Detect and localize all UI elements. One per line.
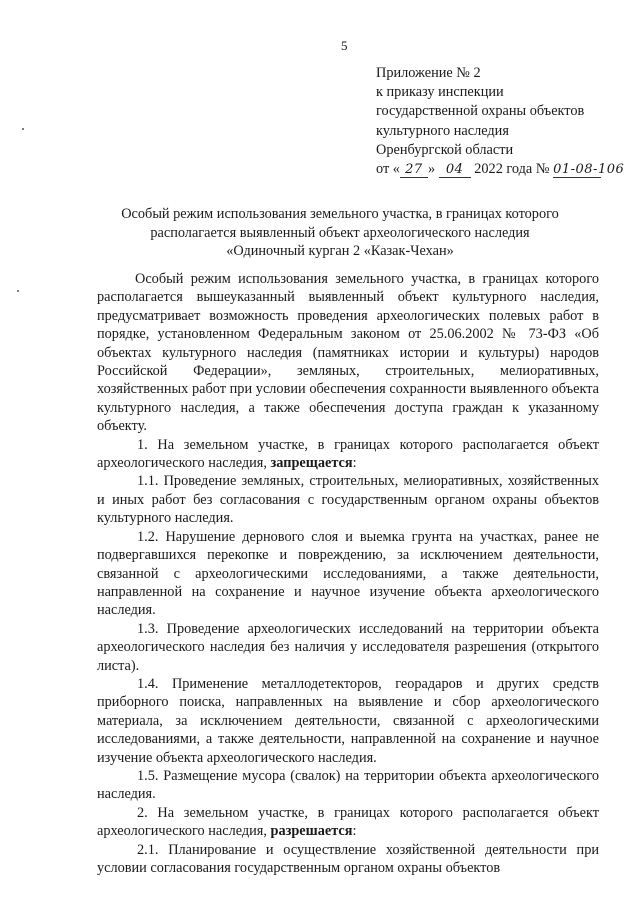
document-body bbox=[97, 270, 599, 877]
section-1-heading bbox=[97, 436, 599, 473]
scan-speck bbox=[22, 128, 24, 130]
date-year: 2022 года № bbox=[474, 161, 550, 178]
handwritten-order-number: 01-08-106 bbox=[553, 162, 625, 178]
appendix-line: Оренбургской области bbox=[376, 141, 514, 158]
item-1-5: 1.5. Размещение мусора (свалок) на территории объекта археологического наследия. bbox=[97, 767, 599, 803]
handwritten-day: 27 bbox=[400, 163, 428, 178]
prohibited-label: запрещается bbox=[270, 455, 353, 472]
handwritten-month: 04 bbox=[439, 163, 471, 178]
item-1-3: 1.3. Проведение археологических исследований на территории объекта археологического наследия без наличия у исследователя разрешения (открытого листа). bbox=[97, 620, 599, 674]
document-title bbox=[100, 205, 580, 261]
appendix-block bbox=[376, 64, 626, 179]
colon: : bbox=[352, 455, 357, 472]
title-line: располагается выявленный объект археологического наследия bbox=[150, 224, 530, 241]
appendix-line: культурного наследия bbox=[376, 122, 509, 139]
colon: : bbox=[352, 823, 357, 840]
appendix-date-line bbox=[376, 160, 626, 179]
item-2-1: 2.1. Планирование и осуществление хозяйственной деятельности при условии согласования государственным органом охраны объектов bbox=[97, 841, 599, 876]
title-line: «Одиночный курган 2 «Казак-Чехан» bbox=[226, 243, 454, 260]
section-2-text: 2. На земельном участке, в границах которого располагается объект археологического наследия, bbox=[97, 804, 599, 840]
title-line: Особый режим использования земельного участка, в границах которого bbox=[121, 206, 559, 222]
item-1-2: 1.2. Нарушение дернового слоя и выемка грунта на участках, ранее не подвергавшихся перекопке и повреждению, за исключением деятельности, связанной с археологическими исследованиями, а также деятельности, направленной на сохранение и научное изучение объекта археологического наследия. bbox=[97, 528, 599, 619]
item-1-4: 1.4. Применение металлодетекторов, георадаров и других средств приборного поиска, направленных на выявление и сбор археологического материала, за исключением деятельности, связанной с археологическими исследованиями, а также деятельности, направленной на сохранение и научное изучение объекта археологического наследия. bbox=[97, 675, 599, 766]
page-number: 5 bbox=[341, 38, 348, 53]
permitted-label: разрешается bbox=[270, 823, 353, 840]
intro-paragraph: Особый режим использования земельного участка, в границах которого располагается вышеуказанный выявленный объект культурного наследия, предусматривает возможность проведения археологических полевых работ в порядке, установленном Федеральным законом от 25.06.2002 № 73-ФЗ «Об объектах культурного наследия (памятниках истории и культуры) народов Российской Федерации», земляных, строительных, мелиоративных, хозяйственных работ при условии обеспечения сохранности выявленного объекта культурного наследия, а также обеспечения доступа граждан к указанному объекту. bbox=[97, 271, 599, 435]
section-2-heading bbox=[97, 804, 599, 841]
appendix-line: государственной охраны объектов bbox=[376, 103, 585, 120]
appendix-line: к приказу инспекции bbox=[376, 84, 504, 101]
date-prefix: от « bbox=[376, 161, 400, 178]
scan-speck bbox=[17, 290, 19, 292]
appendix-line: Приложение № 2 bbox=[376, 65, 481, 81]
item-1-1: 1.1. Проведение земляных, строительных, мелиоративных, хозяйственных и иных работ без согласования с государственным органом охраны объектов культурного наследия. bbox=[97, 473, 599, 527]
section-1-text: 1. На земельном участке, в границах которого располагается объект археологического наследия, bbox=[97, 436, 599, 472]
date-mid: » bbox=[427, 161, 436, 178]
